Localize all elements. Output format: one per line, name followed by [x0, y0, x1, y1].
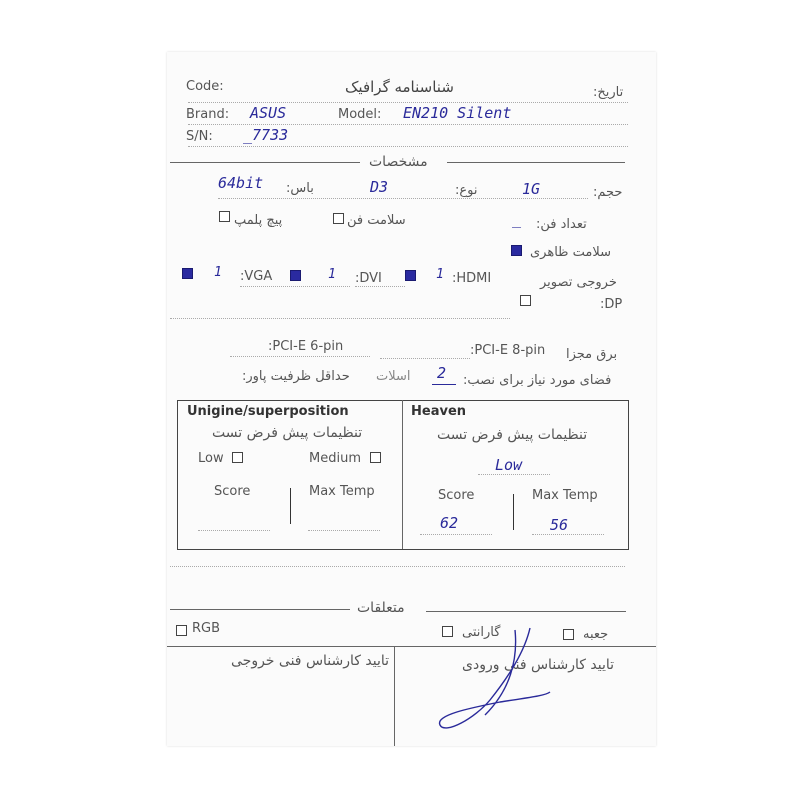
signature-top-rule [167, 646, 656, 647]
bus-value: 64bit [218, 174, 264, 192]
unigine-maxtemp-label: Max Temp [309, 484, 375, 499]
date-label: تاریخ: [593, 85, 624, 100]
vga-rule [240, 286, 350, 287]
backplate-checkbox[interactable] [219, 211, 230, 222]
brand-rule [188, 124, 628, 125]
heaven-score-label: Score [438, 488, 475, 503]
appearance-label: سلامت ظاهری [530, 245, 612, 260]
model-label: Model: [338, 107, 382, 122]
fan-health-label: سلامت فن [347, 213, 406, 228]
brand-value: ASUS [250, 104, 287, 122]
dp-label: :DP [600, 297, 623, 312]
specs-divider-right [447, 162, 625, 163]
heaven-maxtemp-label: Max Temp [532, 488, 598, 503]
box-label: جعبه [583, 627, 609, 642]
specs-heading: مشخصات [369, 154, 428, 170]
volume-value: 1G [522, 180, 541, 198]
pcie8-label: :PCI-E 8-pin [470, 343, 546, 358]
vga-checkbox[interactable] [182, 268, 193, 279]
accessories-divider-left [170, 609, 350, 610]
unigine-medium-label: Medium [309, 451, 361, 466]
slot-underline [432, 384, 456, 385]
vga-count: 1 [214, 265, 222, 280]
unigine-score-rule [198, 530, 270, 531]
hdmi-label: :HDMI [452, 271, 492, 286]
sn-value: _7733 [243, 126, 289, 144]
slot-unit: اسلات [376, 369, 411, 384]
volume-label: حجم: [593, 185, 623, 200]
hdmi-count: 1 [436, 267, 444, 282]
unigine-score-divider [290, 488, 291, 524]
fan-count-label: تعداد فن: [536, 217, 587, 232]
accessories-heading: متعلقات [357, 600, 405, 616]
bus-label: باس: [286, 181, 314, 196]
pcie6-label: :PCI-E 6-pin [268, 339, 344, 354]
in-tech-label: تایید کارشناس فنی ورودی [462, 657, 615, 673]
sn-label: S/N: [186, 129, 213, 144]
volume-rule [218, 198, 588, 199]
benchmark-bottom-rule [170, 566, 625, 567]
rgb-checkbox[interactable] [176, 625, 187, 636]
box-checkbox[interactable] [563, 629, 574, 640]
pcie6-rule [230, 356, 370, 357]
fan-health-checkbox[interactable] [333, 213, 344, 224]
unigine-score-label: Score [214, 484, 251, 499]
code-label: Code: [186, 79, 224, 94]
heaven-default: تنظیمات پیش فرض تست [437, 427, 588, 443]
unigine-medium-checkbox[interactable] [370, 452, 381, 463]
type-label: نوع: [455, 183, 478, 198]
output-label: خروجی تصویر [540, 275, 617, 290]
dp-rule [170, 318, 510, 319]
heaven-title: Heaven [411, 404, 467, 419]
heaven-setting-value: Low [495, 456, 523, 474]
vga-label: :VGA [240, 269, 273, 284]
unigine-maxtemp-rule [308, 530, 380, 531]
type-value: D3 [370, 178, 389, 196]
unigine-title: Unigine/superposition [187, 404, 349, 419]
brand-label: Brand: [186, 107, 230, 122]
dvi-count: 1 [328, 267, 336, 282]
heaven-score-rule [420, 534, 492, 535]
hdmi-checkbox[interactable] [405, 270, 416, 281]
unigine-default: تنظیمات پیش فرض تست [212, 425, 363, 441]
heaven-maxtemp-value: 56 [550, 516, 569, 534]
heaven-score-divider [513, 494, 514, 530]
fan-count-value: _ [512, 210, 522, 228]
signature-scribble [430, 620, 560, 740]
form-title: شناسنامه گرافیک [345, 78, 454, 96]
unigine-low-label: Low [198, 451, 224, 466]
specs-divider-left [170, 162, 360, 163]
dvi-checkbox[interactable] [290, 270, 301, 281]
warranty-label: گارانتی [462, 625, 501, 640]
benchmark-divider [402, 400, 403, 549]
model-value: EN210 Silent [403, 104, 512, 122]
heaven-setting-rule [478, 474, 550, 475]
dp-checkbox[interactable] [520, 295, 531, 306]
dvi-rule [355, 286, 405, 287]
min-psu-label: حداقل ظرفیت پاور: [242, 369, 350, 384]
unigine-low-checkbox[interactable] [232, 452, 243, 463]
power-label: برق مجزا [566, 347, 618, 362]
header-rule [188, 102, 628, 103]
slot-space-label: فضای مورد نیاز برای نصب: [463, 373, 612, 388]
dvi-label: :DVI [355, 271, 382, 286]
rgb-label: RGB [192, 621, 221, 636]
pcie8-rule [380, 358, 470, 359]
heaven-score-value: 62 [440, 514, 459, 532]
accessories-divider-right [426, 611, 626, 612]
backplate-label: پیچ پلمپ [234, 213, 283, 228]
heaven-maxtemp-rule [532, 534, 604, 535]
appearance-checkbox[interactable] [511, 245, 522, 256]
signature-divider [394, 646, 395, 746]
sn-rule [188, 146, 628, 147]
out-tech-label: تایید کارشناس فنی خروجی [231, 653, 390, 669]
slot-value: 2 [437, 364, 447, 382]
